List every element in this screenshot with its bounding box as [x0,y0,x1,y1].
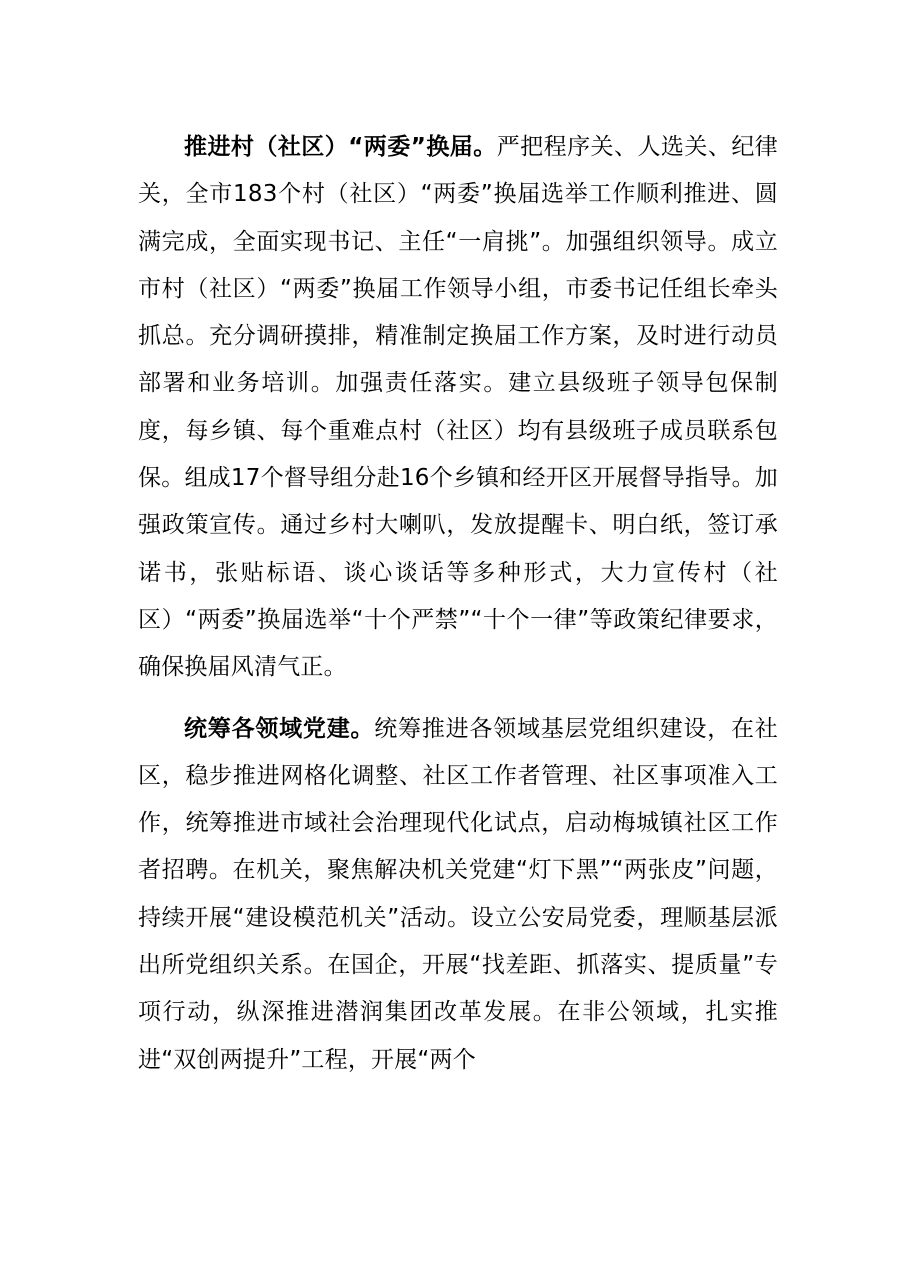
paragraph-village-committee-election [138,124,778,692]
paragraph-body-text: 统筹推进各领域基层党组织建设，在社区，稳步推进网格化调整、社区工作者管理、社区事项准入工作，统筹推进市域社会治理现代化试点，启动梅城镇社区工作者招聘。在机关，聚焦解决机关党建“灯下黑”“两张皮”问题，持续开展“建设模范机关”活动。设立公安局党委，理顺基层派出所党组织关系。在国企，开展“找差距、抓落实、提质量”专项行动，纵深推进潜润集团改革发展。在非公领域，扎实推进“双创两提升”工程，开展“两个 [138,715,778,1073]
paragraph-lead-heading: 统筹各领域党建。 [184,715,375,742]
paragraph-party-building [138,706,778,1084]
document-body [138,124,778,1084]
paragraph-body-text: 严把程序关、人选关、纪律关，全市183个村（社区）“两委”换届选举工作顺利推进、圆满完成，全面实现书记、主任“一肩挑”。加强组织领导。成立市村（社区）“两委”换届工作领导小组，市委书记任组长牵头抓总。充分调研摸排，精准制定换届工作方案，及时进行动员部署和业务培训。加强责任落实。建立县级班子领导包保制度，每乡镇、每个重难点村（社区）均有县级班子成员联系包保。组成17个督导组分赴16个乡镇和经开区开展督导指导。加强政策宣传。通过乡村大喇叭，发放提醒卡、明白纸，签订承诺书，张贴标语、谈心谈话等多种形式，大力宣传村（社区）“两委”换届选举“十个严禁”“十个一律”等政策纪律要求，确保换届风清气正。 [138,134,778,681]
paragraph-lead-heading: 推进村（社区）“两委”换届。 [184,134,497,160]
